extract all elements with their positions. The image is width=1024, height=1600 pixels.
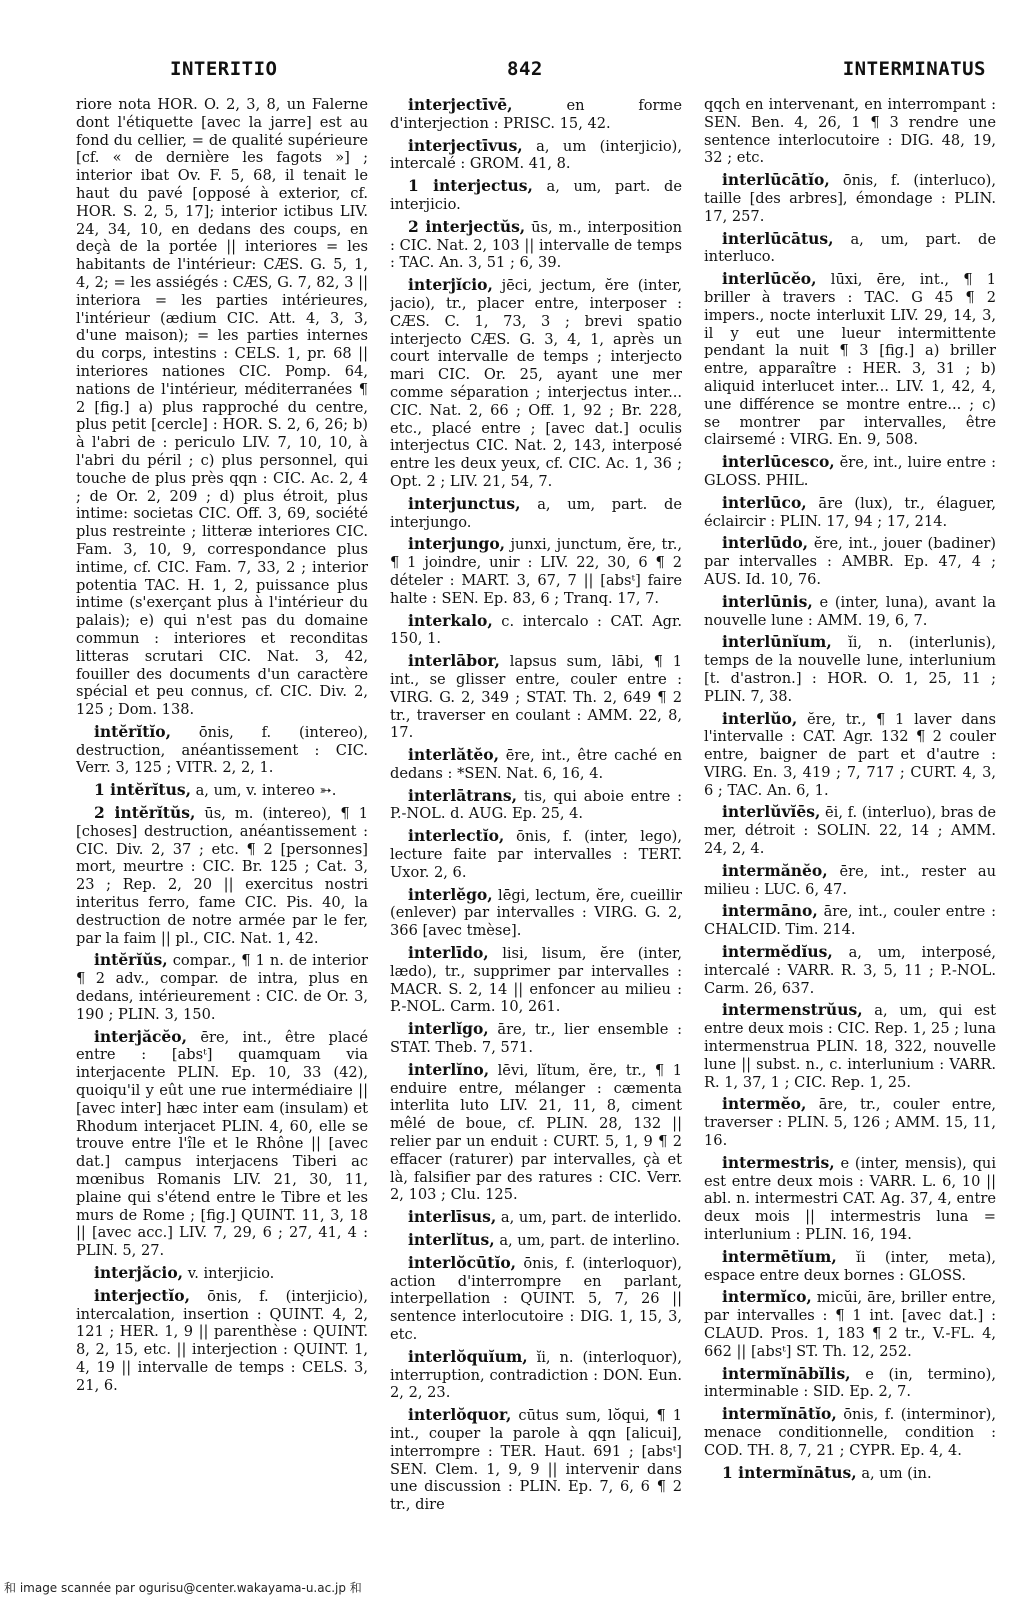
entry-headword: 2 intĕrĭtŭs, bbox=[94, 803, 196, 823]
dictionary-entry bbox=[704, 803, 996, 857]
entry-headword: interlūcesco, bbox=[722, 452, 835, 472]
entry-headword: intermĭnātĭo, bbox=[722, 1404, 837, 1424]
entry-headword: intermĕo, bbox=[722, 1094, 807, 1114]
entry-headword: interjungo, bbox=[408, 534, 506, 554]
entry-definition: micŭi, āre, briller entre, par intervalles : ¶ 1 int. [avec dat.] : CLAUD. Pros. 1, 183 ¶ 2 tr., V.-FL. 4, 662 || [absᵗ] ST. Th. 12, 252. bbox=[704, 1289, 996, 1360]
entry-definition: ūs, m. (intereo), ¶ 1 [choses] destruction, anéantissement : CIC. Div. 2, 37 ; etc. ¶ 2 [personnes] mort, meurtre : CIC. Br. 125 ; Cat. 3, 23 ; Rep. 2, 20 || exercitus nostri interitus ferro, fame CIC. Pis. 40, la destruction de notre armée par le fer, par la faim || pl., CIC. Nat. 1, 42. bbox=[76, 805, 368, 947]
entry-definition: āre (lux), tr., élaguer, éclaircir : PLIN. 17, 94 ; 17, 214. bbox=[704, 494, 996, 530]
entry-headword: interjectīvē, bbox=[408, 96, 513, 114]
entry-headword: interlātrans, bbox=[408, 785, 518, 805]
entry-headword: interjunctus, bbox=[408, 493, 521, 513]
entry-headword: interlĭtus, bbox=[408, 1230, 495, 1250]
entry-definition: e (in, termino), interminable : SID. Ep. 2, 7. bbox=[704, 1365, 996, 1401]
entry-definition: junxi, junctum, ĕre, tr., ¶ 1 joindre, unir : LIV. 22, 30, 6 ¶ 2 dételer : MART. 3, 67, 7 || [absᵗ] faire halte : SEN. Ep. 83, 6 ; Tranq. 17, 7. bbox=[390, 536, 682, 607]
dictionary-entry bbox=[704, 1154, 996, 1244]
dictionary-entry bbox=[76, 1287, 368, 1395]
dictionary-entry bbox=[76, 781, 368, 800]
entry-headword: interjăcio, bbox=[94, 1263, 184, 1282]
entry-definition: āre, tr., couler entre, traverser : PLIN. 5, 126 ; AMM. 15, 11, 16. bbox=[704, 1096, 996, 1150]
dictionary-entry bbox=[704, 230, 996, 267]
running-head bbox=[170, 58, 986, 88]
entry-definition: a, um, part. de interjicio. bbox=[390, 178, 682, 213]
dictionary-entry bbox=[390, 535, 682, 607]
last-headword-guide: INTERMINATUS bbox=[842, 58, 986, 80]
entry-definition: a, um (interjicio), intercalé : GROM. 41, 8. bbox=[390, 137, 682, 173]
entry-definition: jēci, jectum, ĕre (inter, jacio), tr., placer entre, interposer : CÆS. C. 1, 73, 3 ; brevi spatio interjecto CÆS. G. 3, 4, 1, après un court intervalle de temps ; interjecto mari CIC. Or. 25, ayant une mer comme séparation ; interjectus inter... CIC. Nat. 2, 66 ; Off. 1, 92 ; Br. 228, etc., placé entre ; [avec dat.] oculis interjectus CIC. Nat. 2, 143, interposé entre les deux yeux, cf. CIC. Ac. 1, 36 ; Opt. 2 ; LIV. 21, 54, 7. bbox=[390, 277, 682, 490]
dictionary-entry bbox=[704, 1248, 996, 1285]
dictionary-entry bbox=[704, 862, 996, 899]
dictionary-entry bbox=[704, 96, 996, 167]
dictionary-entry bbox=[390, 612, 682, 649]
entry-definition: e (inter, luna), avant la nouvelle lune : AMM. 19, 6, 7. bbox=[704, 593, 996, 629]
entry-headword: 1 intermĭnātus, bbox=[722, 1462, 857, 1482]
entry-definition: ōnis, f. (interloquor), action d'interrompre en parlant, interpellation : QUINT. 5, 7, 26 || sentence interlocutoire : DIG. 1, 15, 3, etc. bbox=[390, 1254, 682, 1343]
entry-definition: a, um, interposé, intercalé : VARR. R. 3, 5, 11 ; P.-NOL. Carm. 26, 637. bbox=[704, 944, 996, 997]
entry-definition: ōnis, f. (inter, lego), lecture faite par intervalles : TERT. Uxor. 2, 6. bbox=[390, 828, 682, 881]
entry-definition: qqch en intervenant, en interrompant : SEN. Ben. 4, 26, 1 ¶ 3 rendre une sentence interlocutoire : DIG. 48, 19, 32 ; etc. bbox=[704, 96, 996, 167]
entry-definition: āre, int., couler entre : CHALCID. Tim. 214. bbox=[704, 903, 996, 939]
text-columns bbox=[76, 96, 996, 1558]
dictionary-entry bbox=[704, 1464, 996, 1483]
entry-definition: āre, tr., lier ensemble : STAT. Theb. 7, 571. bbox=[390, 1021, 682, 1057]
entry-headword: interlūnis, bbox=[722, 591, 813, 611]
entry-definition: ōnis, f. (interluco), taille [des arbres], émondage : PLIN. 17, 257. bbox=[704, 172, 996, 225]
dictionary-entry bbox=[390, 218, 682, 272]
entry-definition: a, um, v. intereo ➳. bbox=[195, 782, 337, 800]
entry-headword: interlūnĭum, bbox=[722, 632, 832, 652]
dictionary-entry bbox=[76, 951, 368, 1023]
entry-headword: interlectĭo, bbox=[408, 826, 505, 846]
entry-headword: interlŭo, bbox=[722, 708, 798, 728]
entry-definition: riore nota HOR. O. 2, 3, 8, un Falerne dont l'étiquette [avec la jarre] est au fond du cellier, = de qualité supérieure [cf. « de dernière les fagots »] ; interior ibat Ov. F. 5, 68, il tenait le haut du pavé [opposé à exterior, cf. HOR. S. 2, 5, 17]; interior ictibus LIV. 24, 34, 10, en dedans des coups, en deçà de la portée || interiores = les habitants de l'intérieur: CÆS. G. 5, 1, 4, 2; = les assiégés : CÆS, G. 7, 82, 3 || interiora = les parties intérieures, l'intérieur (ædium CIC. Att. 4, 3, 3, d'une maison); = les parties internes du corps, intestins : CELS. 1, pr. 68 || interiores nationes CIC. Pomp. 64, nations de l'intérieur, méditerranées ¶ 2 [fig.] a) plus rapproché du centre, plus petit [cercle] : HOR. S. 2, 6, 26; b) à l'abri de : periculo LIV. 7, 10, 10, à l'abri du péril ; c) plus personnel, qui touche de plus près qqn : CIC. Ac. 2, 4 ; de Or. 2, 209 ; d) plus étroit, plus intime: societas CIC. Off. 3, 69, société plus restreinte ; litteræ interiores CIC. Fam. 3, 10, 9, correspondance plus intime, cf. CIC. Fam. 7, 33, 2 ; interior potentia TAC. H. 1, 2, puissance plus intime (s'exerçant plus à l'intérieur du palais); e) qui n'est pas du domaine commun : interiores et reconditas litteras scrutari CIC. Nat. 3, 42, fouiller des documents d'un caractère spécial et peu connus, cf. CIC. Div. 2, 125 ; Dom. 138. bbox=[76, 96, 368, 719]
entry-definition: lēgi, lectum, ĕre, cueillir (enlever) par intervalles : VIRG. G. 2, 366 [avec tmèse]. bbox=[390, 886, 682, 940]
dictionary-entry bbox=[390, 827, 682, 881]
entry-headword: intermāno, bbox=[722, 901, 818, 921]
entry-definition: ēre, int., rester au milieu : LUC. 6, 47. bbox=[704, 862, 996, 898]
dictionary-entry bbox=[390, 1231, 682, 1250]
entry-definition: lēvi, lĭtum, ĕre, tr., ¶ 1 enduire entre, mélanger : cæmenta interlita luto LIV. 21, 11, 8, ciment mêlé de boue, cf. PLIN. 28, 132 || relier par un enduit : CURT. 5, 1, 9 ¶ 2 effacer (raturer) par intervalles, çà et là, falsifier par des ratures : CIC. Verr. 2, 103 ; Clu. 125. bbox=[390, 1061, 682, 1204]
first-headword-guide: INTERITIO bbox=[170, 58, 278, 80]
entry-headword: interlŏquĭum, bbox=[408, 1346, 528, 1366]
entry-definition: a, um, qui est entre deux mois : CIC. Rep. 1, 25 ; luna intermenstrua PLIN. 18, 322, nouvelle lune || subst. n., c. interlunium : VARR. R. 1, 37, 1 ; CIC. Rep. 1, 25. bbox=[704, 1002, 996, 1091]
entry-definition: a, um, part. de interlino. bbox=[499, 1232, 681, 1250]
entry-headword: interjectīvus, bbox=[408, 135, 523, 155]
dictionary-entry bbox=[704, 902, 996, 939]
column-left bbox=[76, 96, 368, 1558]
dictionary-entry bbox=[704, 171, 996, 225]
entry-headword: intermĭco, bbox=[722, 1287, 812, 1307]
dictionary-entry bbox=[704, 943, 996, 997]
entry-definition: cūtus sum, lŏqui, ¶ 1 int., couper la parole à qqn [alicui], interrompre : TER. Haut. 691 ; [absᵗ] SEN. Clem. 1, 9, 9 || intervenir dans une discussion : PLIN. Ep. 7, 6, 6 ¶ 2 tr., dire bbox=[390, 1407, 682, 1514]
dictionary-entry bbox=[704, 1405, 996, 1459]
entry-headword: intermētĭum, bbox=[722, 1246, 837, 1266]
entry-definition: ĭi, n. (interloquor), interruption, contradiction : DON. Eun. 2, 2, 23. bbox=[390, 1348, 682, 1402]
dictionary-entry bbox=[390, 1020, 682, 1057]
entry-definition: lisi, lisum, ĕre (inter, lædo), tr., supprimer par intervalles : MACR. S. 2, 14 || enfoncer au milieu : P.-NOL. Carm. 10, 261. bbox=[390, 945, 682, 1016]
dictionary-entry bbox=[390, 1061, 682, 1204]
dictionary-entry bbox=[390, 944, 682, 1016]
entry-definition: a, um, part. de interluco. bbox=[704, 230, 996, 266]
entry-definition: ōnis, f. (interjicio), intercalation, insertion : QUINT. 4, 2, 121 ; HER. 1, 9 || parenthèse : QUINT. 8, 2, 15, etc. || interjection : QUINT. 1, 4, 19 || intervalle de temps : CELS. 3, 21, 6. bbox=[76, 1287, 368, 1394]
dictionary-entry bbox=[390, 886, 682, 940]
entry-definition: lūxi, ēre, int., ¶ 1 briller à travers : TAC. G 45 ¶ 2 impers., nocte interluxit LIV. 29, 14, 3, il y eut une lueur intermittente pendant la nuit ¶ 3 [fig.] a) briller entre, apparaître : HER. 3, 31 ; b) aliquid interlucet inter... LIV. 1, 42, 4, une différence se montre entre... ; c) se montrer par intervalles, être clairsemé : VIRG. En. 9, 508. bbox=[704, 271, 996, 449]
entry-headword: interjăcĕo, bbox=[94, 1026, 188, 1046]
column-right bbox=[704, 96, 996, 1558]
entry-headword: intĕrĭŭs, bbox=[94, 950, 168, 970]
dictionary-entry bbox=[704, 1365, 996, 1402]
dictionary-entry bbox=[390, 1406, 682, 1514]
entry-headword: interlīdo, bbox=[408, 943, 489, 963]
dictionary-entry bbox=[704, 1095, 996, 1149]
entry-definition: a, um, part. de interlido. bbox=[500, 1209, 682, 1227]
dictionary-entry bbox=[704, 593, 996, 630]
dictionary-entry bbox=[390, 1208, 682, 1227]
entry-headword: interlūcātĭo, bbox=[722, 170, 830, 190]
entry-definition: ĭi (inter, meta), espace entre deux bornes : GLOSS. bbox=[704, 1248, 996, 1284]
entry-definition: a, um, part. de interjungo. bbox=[390, 495, 682, 531]
entry-headword: interlătĕo, bbox=[408, 745, 500, 765]
column-middle bbox=[390, 96, 682, 1558]
entry-headword: interlŭvĭēs, bbox=[722, 802, 821, 822]
entry-definition: a, um (in. bbox=[861, 1464, 932, 1482]
entry-headword: interlŏquor, bbox=[408, 1405, 512, 1425]
dictionary-entry bbox=[704, 453, 996, 490]
entry-headword: intĕrĭtĭo, bbox=[94, 721, 172, 741]
entry-definition: ēi, f. (interluo), bras de mer, détroit : SOLIN. 22, 14 ; AMM. 24, 2, 4. bbox=[704, 804, 996, 858]
dictionary-entry bbox=[704, 1288, 996, 1360]
entry-definition: c. intercalo : CAT. Agr. 150, 1. bbox=[390, 612, 682, 648]
entry-definition: ĭi, n. (interlunis), temps de la nouvelle lune, interlunium [t. d'astron.] : HOR. O. 1, 25, 11 ; PLIN. 7, 38. bbox=[704, 634, 996, 705]
dictionary-entry bbox=[704, 1001, 996, 1091]
entry-definition: en forme d'interjection : PRISC. 15, 42. bbox=[390, 97, 682, 132]
dictionary-entry bbox=[704, 710, 996, 800]
entry-headword: interlūcĕo, bbox=[722, 269, 817, 289]
entry-definition: ōnis, f. (interminor), menace conditionnelle, condition : COD. TH. 8, 7, 21 ; CYPR. Ep. 4, 4. bbox=[704, 1406, 996, 1459]
entry-definition: ūs, m., interposition : CIC. Nat. 2, 103 || intervalle de temps : TAC. An. 3, 51 ; 6, 39. bbox=[390, 218, 682, 272]
entry-definition: ĕre, tr., ¶ 1 laver dans l'intervalle : CAT. Agr. 132 ¶ 2 couler entre, baigner de part et d'autre : VIRG. En. 3, 419 ; 7, 717 ; CURT. 4, 3, 6 ; TAC. An. 6, 1. bbox=[704, 710, 996, 799]
entry-definition: v. interjicio. bbox=[187, 1265, 275, 1282]
dictionary-entry bbox=[390, 96, 682, 133]
dictionary-entry bbox=[390, 1254, 682, 1344]
entry-definition: compar., ¶ 1 n. de interior ¶ 2 adv., compar. de intra, plus en dedans, intérieurement : CIC. de Or. 3, 190 ; PLIN. 3, 150. bbox=[76, 952, 368, 1023]
entry-headword: 2 interjectŭs, bbox=[408, 216, 526, 236]
dictionary-entry bbox=[390, 1348, 682, 1402]
entry-headword: interjĭcio, bbox=[408, 275, 493, 295]
dictionary-entry bbox=[390, 137, 682, 174]
entry-headword: interlīsus, bbox=[408, 1207, 497, 1227]
dictionary-entry bbox=[390, 276, 682, 491]
entry-headword: interlĭno, bbox=[408, 1059, 490, 1079]
entry-headword: 1 intĕrĭtus, bbox=[94, 780, 191, 800]
entry-headword: interjectĭo, bbox=[94, 1285, 191, 1305]
entry-headword: intermestris, bbox=[722, 1152, 835, 1172]
dictionary-entry bbox=[76, 1264, 368, 1283]
entry-definition: lapsus sum, lābi, ¶ 1 int., se glisser entre, couler entre : VIRG. G. 2, 349 ; STAT. Th. 2, 649 ¶ 2 tr., traverser en coulant : AMM. 22, 8, 17. bbox=[390, 653, 682, 742]
entry-headword: intermĕdĭus, bbox=[722, 942, 833, 962]
dictionary-entry bbox=[390, 652, 682, 742]
entry-headword: intermĭnābĭlis, bbox=[722, 1363, 851, 1383]
entry-headword: interlābor, bbox=[408, 651, 500, 671]
entry-headword: intermănĕo, bbox=[722, 860, 828, 880]
entry-definition: ĕre, int., luire entre : GLOSS. PHIL. bbox=[704, 454, 996, 489]
entry-headword: interlūco, bbox=[722, 492, 807, 512]
entry-definition: tis, qui aboie entre : P.-NOL. d. AUG. Ep. 25, 4. bbox=[390, 787, 682, 823]
entry-headword: intermenstrŭus, bbox=[722, 1000, 863, 1020]
dictionary-entry bbox=[390, 746, 682, 783]
scan-credit: 和 image scannée par ogurisu@center.wakayama-u.ac.jp 和 bbox=[4, 1581, 362, 1595]
dictionary-entry bbox=[76, 723, 368, 777]
dictionary-entry bbox=[390, 177, 682, 214]
dictionary-entry bbox=[704, 270, 996, 449]
entry-headword: interlūdo, bbox=[722, 533, 809, 553]
dictionary-entry bbox=[704, 494, 996, 531]
entry-headword: interlĭgo, bbox=[408, 1019, 489, 1039]
dictionary-entry bbox=[390, 495, 682, 532]
entry-headword: interlĕgo, bbox=[408, 884, 493, 904]
page-number: 842 bbox=[507, 58, 543, 80]
dictionary-entry bbox=[76, 96, 368, 719]
entry-headword: interlŏcūtĭo, bbox=[408, 1252, 517, 1272]
entry-definition: ēre, int., être placé entre : [absᵗ] quamquam via interjacente PLIN. Ep. 10, 33 (42), quoiqu'il y eût une rue intermédiaire || [avec inter] hæc inter eam (insulam) et Rhodum interjacet PLIN. 4, 60, elle se trouve entre l'île et le Rhône || [avec dat.] campus interjacens Tiberi ac mœnibus Romanis LIV. 21, 30, 11, plaine qui s'étend entre le Tibre et les murs de Rome ; [fig.] QUINT. 11, 3, 18 || [avec acc.] LIV. 7, 29, 6 ; 27, 41, 4 : PLIN. 5, 27. bbox=[76, 1028, 368, 1260]
entry-definition: ēre, int., être caché en dedans : *SEN. Nat. 6, 16, 4. bbox=[390, 747, 682, 782]
dictionary-entry bbox=[704, 534, 996, 588]
entry-headword: interkalo, bbox=[408, 610, 493, 630]
entry-definition: ĕre, int., jouer (badiner) par intervalles : AMBR. Ep. 47, 4 ; AUS. Id. 10, 76. bbox=[704, 535, 996, 588]
entry-headword: 1 interjectus, bbox=[408, 176, 533, 196]
dictionary-entry bbox=[704, 633, 996, 705]
dictionary-entry bbox=[76, 1028, 368, 1260]
dictionary-entry bbox=[76, 804, 368, 947]
entry-headword: interlūcātus, bbox=[722, 228, 834, 248]
dictionary-entry bbox=[390, 787, 682, 824]
entry-definition: e (inter, mensis), qui est entre deux mois : VARR. L. 6, 10 || abl. n. intermestri CAT. Ag. 37, 4, entre deux mois || intermestris luna = interlunium : PLIN. 16, 194. bbox=[704, 1154, 996, 1244]
entry-definition: ōnis, f. (intereo), destruction, anéantissement : CIC. Verr. 3, 125 ; VITR. 2, 2, 1. bbox=[76, 723, 368, 777]
